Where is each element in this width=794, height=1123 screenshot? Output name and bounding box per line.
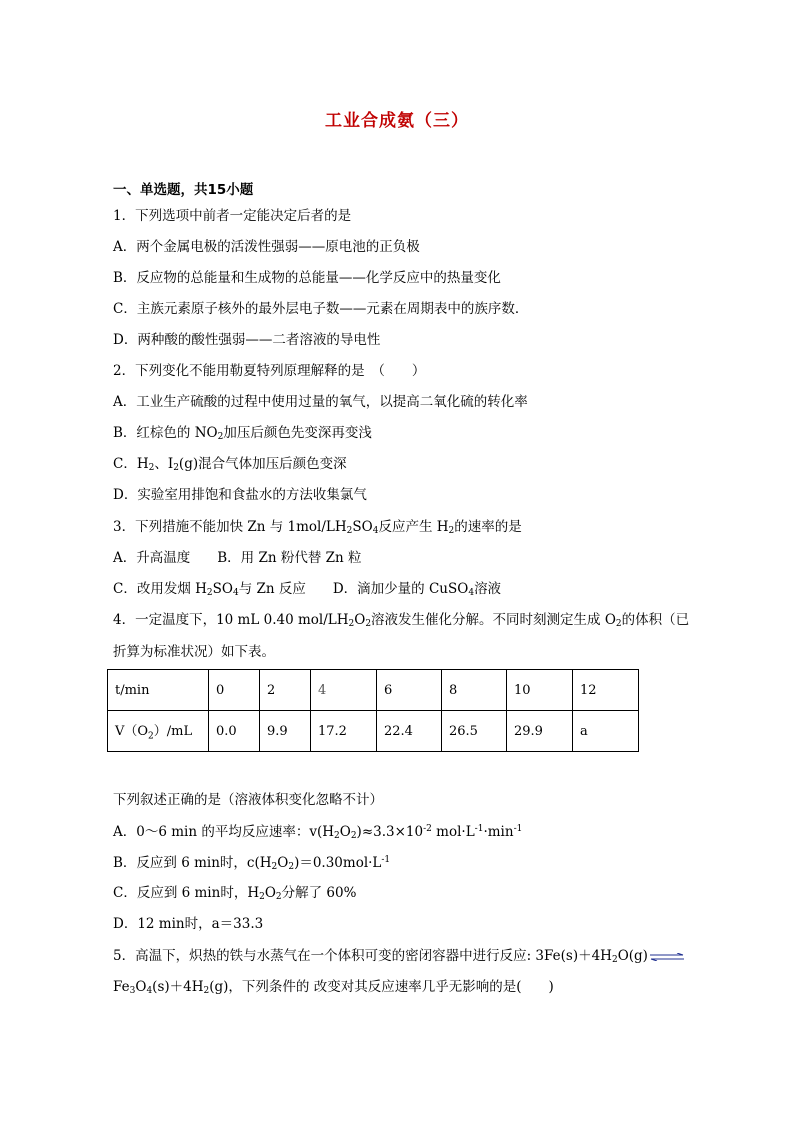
table-cell: 4 xyxy=(311,670,377,711)
table-header-volume: $V(O_2)/mL$ xyxy=(108,711,209,752)
q2-option-d: D．实验室用排饱和食盐水的方法收集氯气 xyxy=(113,487,367,503)
q5-stem-line1: 5．高温下，炽热的铁与水蒸气在一个体积可变的密闭容器中进行反应: $3Fe(s)+4H_2O(g)$ xyxy=(113,950,684,965)
q1-stem: 1．下列选项中前者一定能决定后者的是 xyxy=(113,208,352,224)
q4-stem-line1: 4．一定温度下，10 mL 0.40 mol/$LH_2O_2$溶液发生催化分解。不同时刻测定生成 $O_2$的体积（已 xyxy=(113,612,690,629)
page-title: 工业合成氨（三） xyxy=(325,111,469,131)
q1-option-a: A．两个金属电极的活泼性强弱——原电池的正负极 xyxy=(113,239,420,255)
q2-option-a: A．工业生产硫酸的过程中使用过量的氧气，以提高二氧化硫的转化率 xyxy=(113,394,528,410)
table-cell: 6 xyxy=(377,670,442,711)
table-cell: 2 xyxy=(260,670,311,711)
table-header-time: t/min xyxy=(108,670,209,711)
q3-options-cd: C．改用发烟 $H_2SO_4$与 Zn 反应 D．滴加少量的 CuSO$_4$溶液 xyxy=(113,581,502,598)
table-cell: 29.9 xyxy=(507,711,573,752)
equilibrium-arrow-icon xyxy=(650,953,684,961)
q4-option-d: D．12 min时，a＝33.3 xyxy=(113,916,264,932)
section-heading: 一、单选题，共15小题 xyxy=(113,182,254,198)
q4-option-b: B．反应到 6 min时，$c(H_2O_2)=0.30mol\cdot L^{-1}$ xyxy=(113,855,391,872)
q2-option-b: B．红棕色的 $NO_2$加压后颜色先变深再变浅 xyxy=(113,425,372,442)
q4-option-c: C．反应到 6 min时，$H_2O_2$分解了 60% xyxy=(113,885,357,902)
table-cell: 0 xyxy=(209,670,260,711)
table-cell: 17.2 xyxy=(311,711,377,752)
table-cell: 0.0 xyxy=(209,711,260,752)
table-cell: 10 xyxy=(507,670,573,711)
table-cell: 22.4 xyxy=(377,711,442,752)
table-cell: 8 xyxy=(442,670,507,711)
q4-option-a: A．0～6 min 的平均反应速率：$v(H_2O_2)\approx 3.3\times 10^{-2}$ $mol\cdot L^{-1}\cdot\min^{-1}$ xyxy=(113,824,523,841)
q2-option-c: C．$H_2$、$I_2(g)$混合气体加压后颜色变深 xyxy=(113,456,347,473)
table-row-volume xyxy=(108,711,639,752)
q3-stem: 3．下列措施不能加快 Zn 与 $1mol/LH_2SO_4$反应产生 $H_2$的速率的是 xyxy=(113,519,522,536)
table-cell: a xyxy=(573,711,639,752)
q3-options-ab: A．升高温度 B．用 Zn 粉代替 Zn 粒 xyxy=(113,550,362,566)
table-cell: 9.9 xyxy=(260,711,311,752)
q4-data-table xyxy=(107,669,639,752)
table-cell: 12 xyxy=(573,670,639,711)
q4-intro: 下列叙述正确的是（溶液体积变化忽略不计） xyxy=(113,792,383,808)
q4-stem-line2: 折算为标准状况）如下表。 xyxy=(113,644,275,660)
q1-option-b: B．反应物的总能量和生成物的总能量——化学反应中的热量变化 xyxy=(113,270,501,286)
q5-stem-line2: $Fe_3O_4(s)+4H_2(g)$，下列条件的 改变对其反应速率几乎无影响的是( ) xyxy=(113,979,554,996)
q1-option-c: C．主族元素原子核外的最外层电子数——元素在周期表中的族序数． xyxy=(113,301,529,317)
table-row-time xyxy=(108,670,639,711)
q2-stem: 2．下列变化不能用勒夏特列原理解释的是 （ ） xyxy=(113,363,426,379)
q1-option-d: D．两种酸的酸性强弱——二者溶液的导电性 xyxy=(113,332,381,348)
table-cell: 26.5 xyxy=(442,711,507,752)
